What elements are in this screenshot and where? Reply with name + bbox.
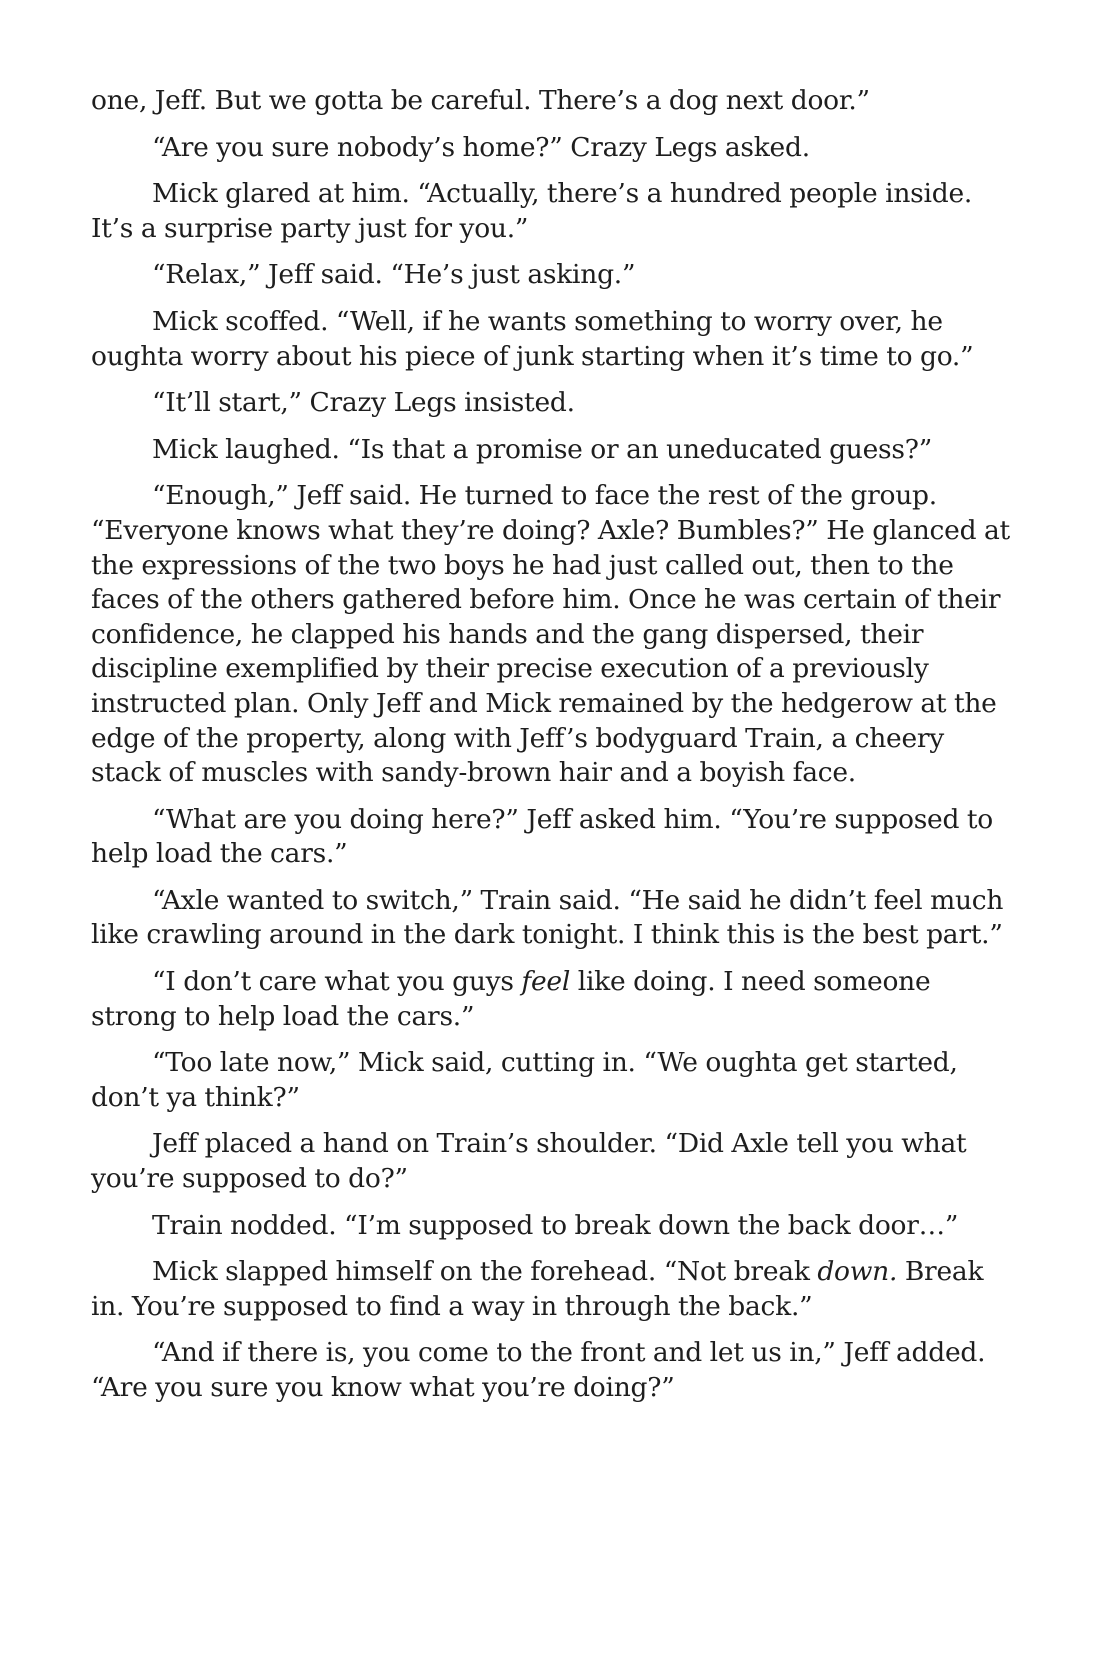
paragraph-text: Mick glared at him. “Actually, there’s a hundred people inside. It’s a surprise party just for you.” bbox=[91, 178, 973, 244]
paragraph-text: like doing. I need someone strong to help load the cars.” bbox=[91, 966, 931, 1032]
paragraph bbox=[91, 386, 1021, 421]
paragraph-text: Jeff placed a hand on Train’s shoulder. “Did Axle tell you what you’re supposed to do?” bbox=[91, 1128, 967, 1195]
paragraph bbox=[91, 803, 1021, 872]
paragraph bbox=[91, 258, 1021, 293]
paragraph bbox=[91, 177, 1021, 246]
paragraph bbox=[91, 433, 1021, 468]
paragraph-text: Mick scoffed. “Well, if he wants something to worry over, he oughta worry about his piece of junk starting when it’s time to go.” bbox=[91, 305, 974, 372]
paragraph bbox=[91, 479, 1021, 790]
paragraph bbox=[91, 965, 1021, 1034]
paragraph-text: “Are you sure nobody’s home?” Crazy Legs asked. bbox=[152, 131, 810, 163]
paragraph-text: “Enough,” Jeff said. He turned to face the rest of the group. “Everyone knows what they’re doing? Axle? Bumbles?” He glanced at the expressions of the two boys he had just called out, then to the faces of the others gathered before him. Once he was certain of their confidence, he clapped his hands and the gang dispersed, their discipline exemplified by their precise execution of a previously instructed plan. Only Jeff and Mick remained by the hedgerow at the edge of the property, along with Jeff’s bodyguard Train, a cheery stack of muscles with sandy-brown hair and a boyish face. bbox=[91, 480, 1010, 789]
paragraph-text: “And if there is, you come to the front and let us in,” Jeff added. “Are you sure you know what you’re doing?” bbox=[91, 1337, 986, 1403]
paragraph-text: Mick slapped himself on the forehead. “Not break bbox=[152, 1256, 818, 1288]
paragraph bbox=[91, 1255, 1021, 1324]
paragraph bbox=[91, 1127, 1021, 1196]
paragraph bbox=[91, 84, 1021, 119]
paragraph bbox=[91, 131, 1021, 166]
paragraph-text: “It’ll start,” Crazy Legs insisted. bbox=[152, 387, 575, 419]
paragraph bbox=[91, 1336, 1021, 1405]
paragraph-text: “Relax,” Jeff said. “He’s just asking.” bbox=[152, 259, 636, 291]
paragraph bbox=[91, 1046, 1021, 1115]
emphasis-text: down. bbox=[817, 1256, 898, 1288]
paragraph-text: “I don’t care what you guys bbox=[152, 966, 522, 998]
paragraph bbox=[91, 1209, 1021, 1244]
paragraph-text: “What are you doing here?” Jeff asked him. “You’re supposed to help load the cars.” bbox=[91, 803, 993, 870]
paragraph-text: one, Jeff. But we gotta be careful. There’s a dog next door.” bbox=[91, 85, 870, 116]
paragraph-text: Mick laughed. “Is that a promise or an uneducated guess?” bbox=[152, 433, 933, 465]
paragraph bbox=[91, 884, 1021, 953]
paragraph-text: Break in. You’re supposed to find a way in through the back.” bbox=[91, 1256, 984, 1322]
paragraph-text: “Too late now,” Mick said, cutting in. “We oughta get started, don’t ya think?” bbox=[91, 1047, 958, 1113]
emphasis-text: feel bbox=[521, 966, 571, 998]
paragraph-text: Train nodded. “I’m supposed to break down the back door…” bbox=[152, 1209, 959, 1241]
paragraph-text: “Axle wanted to switch,” Train said. “He said he didn’t feel much like crawling around in the dark tonight. I think this is the best part.” bbox=[91, 884, 1004, 951]
book-page bbox=[91, 84, 1021, 1418]
paragraph bbox=[91, 305, 1021, 374]
